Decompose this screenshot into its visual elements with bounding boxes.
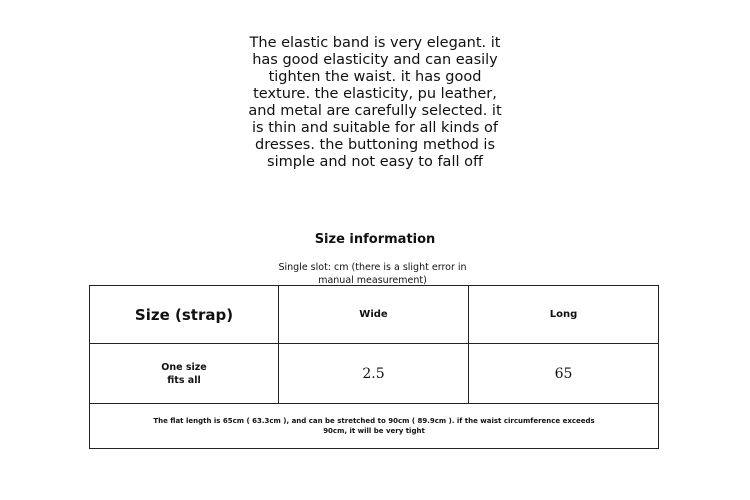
header-long: Long (469, 286, 659, 344)
length-footnote: The flat length is 65cm ( 63.3cm ), and can be stretched to 90cm ( 89.9cm ). if the waist circumference exceeds 90cm, it will be very tight (90, 404, 659, 449)
table-header-row (90, 286, 659, 344)
wide-value: 2.5 (279, 344, 469, 404)
description-line: simple and not easy to fall off (267, 154, 483, 170)
size-label-cell (90, 344, 279, 404)
measurement-note (270, 261, 475, 287)
size-label-line: fits all (167, 374, 201, 386)
description-line: The elastic band is very elegant. it (249, 35, 501, 51)
size-label-line: One size (161, 361, 207, 373)
description-line: is thin and suitable for all kinds of (252, 120, 498, 136)
header-wide: Wide (279, 286, 469, 344)
header-size-strap: Size (strap) (90, 286, 279, 344)
long-value: 65 (469, 344, 659, 404)
description-line: has good elasticity and can easily (252, 52, 498, 68)
measurement-note-line: Single slot: cm (there is a slight error in (278, 262, 467, 273)
size-table (89, 285, 659, 449)
size-information-title: Size information (314, 232, 436, 247)
table-row (90, 344, 659, 404)
description-line: texture. the elasticity, pu leather, (253, 86, 497, 102)
product-description (200, 35, 550, 171)
table-footnote-row (90, 404, 659, 449)
description-line: dresses. the buttoning method is (254, 137, 496, 153)
measurement-note-line: manual measurement) (318, 275, 427, 286)
description-line: tighten the waist. it has good (268, 69, 482, 85)
description-line: and metal are carefully selected. it (248, 103, 502, 119)
